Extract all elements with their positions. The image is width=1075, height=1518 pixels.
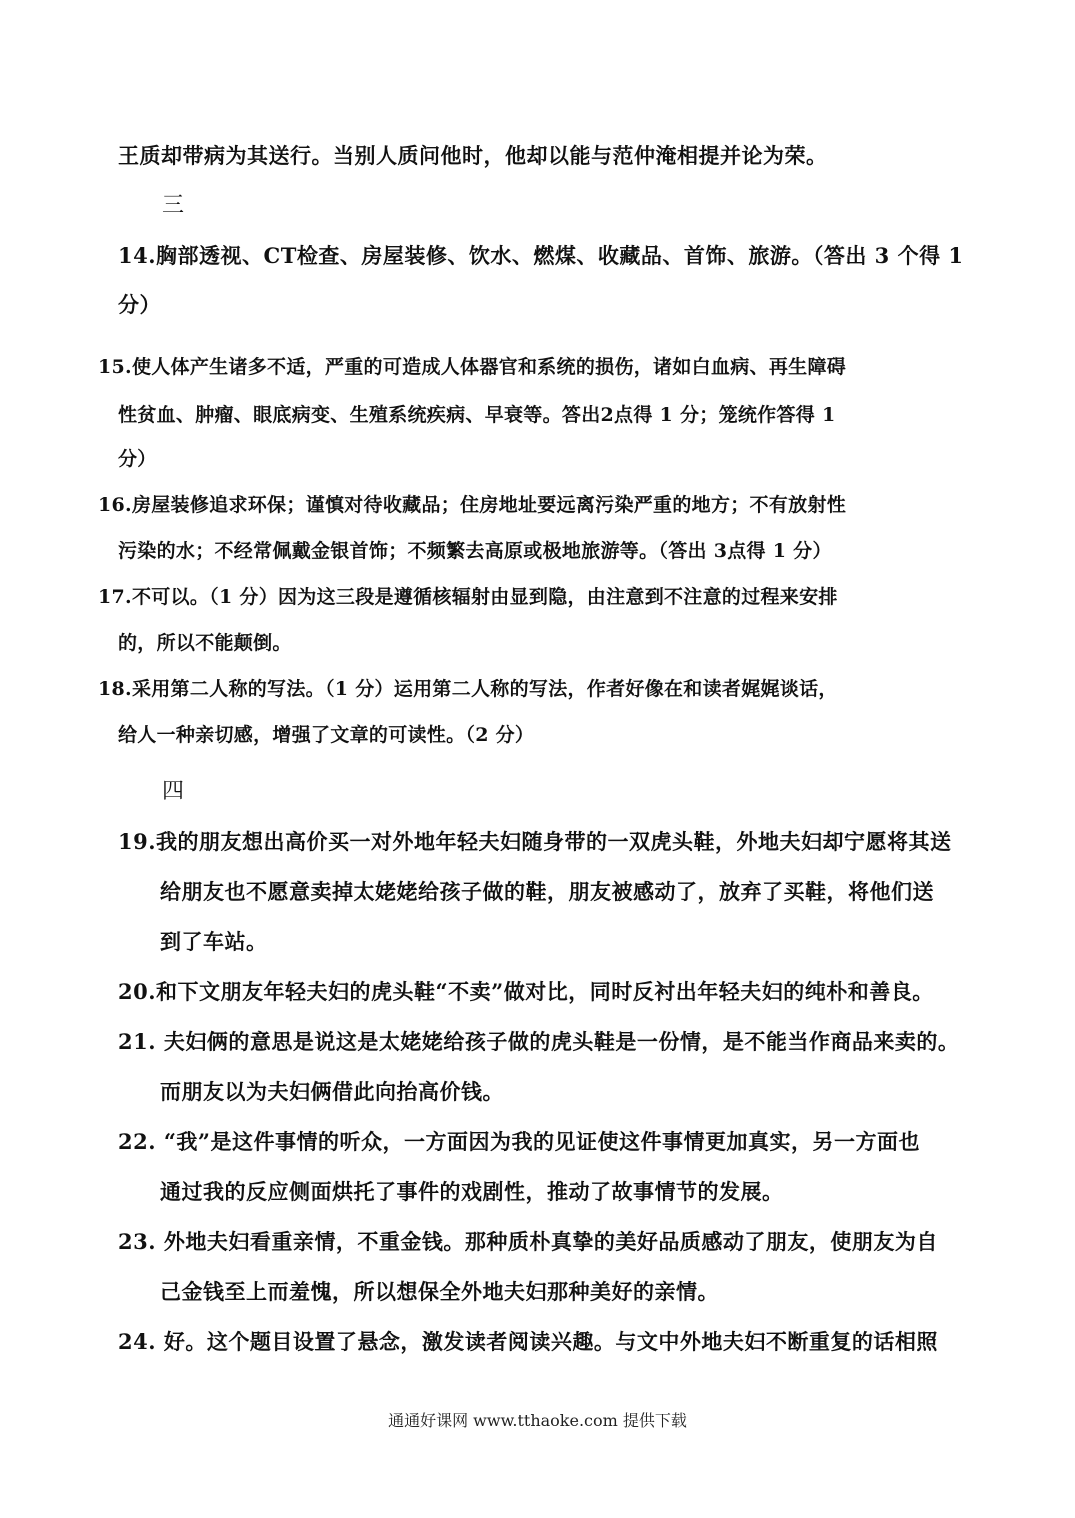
answer-15-line-2: 性贫血、肿瘤、眼底病变、生殖系统疾病、早衰等。答出2点得 1 分；笼统作答得 1: [118, 404, 836, 426]
answer-23-line-1: 23. 外地夫妇看重亲情，不重金钱。那种质朴真挚的美好品质感动了朋友，使朋友为自: [118, 1229, 938, 1254]
answer-20-line-1: 20.和下文朋友年轻夫妇的虎头鞋“不卖”做对比，同时反衬出年轻夫妇的纯朴和善良。: [118, 979, 934, 1004]
section-heading-4: 四: [162, 779, 185, 804]
answer-14-line-1: 14.胸部透视、CT检查、房屋装修、饮水、燃煤、收藏品、首饰、旅游。（答出 3 个得 1: [118, 243, 964, 268]
answer-14-line-2: 分）: [118, 292, 161, 317]
answer-16-line-1: 16.房屋装修追求环保；谨慎对待收藏品；住房地址要远离污染严重的地方；不有放射性: [98, 494, 847, 516]
answer-21-line-1: 21. 夫妇俩的意思是说这是太姥姥给孩子做的虎头鞋是一份情，是不能当作商品来卖的。: [118, 1029, 960, 1054]
answer-16-line-2: 污染的水；不经常佩戴金银首饰；不频繁去高原或极地旅游等。（答出 3点得 1 分）: [118, 540, 832, 562]
answer-22-line-2: 通过我的反应侧面烘托了事件的戏剧性，推动了故事情节的发展。: [160, 1179, 784, 1204]
answer-17-line-2: 的，所以不能颠倒。: [118, 632, 292, 654]
answer-15-line-1: 15.使人体产生诸多不适，严重的可造成人体器官和系统的损伤，诸如白血病、再生障碍: [98, 356, 847, 378]
answer-19-line-2: 给朋友也不愿意卖掉太姥姥给孩子做的鞋，朋友被感动了，放弃了买鞋，将他们送: [160, 879, 934, 904]
answer-line-13-cont: 王质却带病为其送行。当别人质问他时，他却以能与范仲淹相提并论为荣。: [118, 143, 828, 168]
answer-21-line-2: 而朋友以为夫妇俩借此向抬高价钱。: [160, 1079, 504, 1104]
answer-18-line-1: 18.采用第二人称的写法。（1 分）运用第二人称的写法，作者好像在和读者娓娓谈话，: [98, 678, 838, 700]
answer-15-line-3: 分）: [118, 448, 157, 470]
section-heading-3: 三: [162, 193, 185, 218]
page-footer: 通通好课网 www.tthaoke.com 提供下载: [388, 1411, 687, 1430]
answer-19-line-3: 到了车站。: [160, 929, 268, 954]
answer-23-line-2: 己金钱至上而羞愧，所以想保全外地夫妇那种美好的亲情。: [160, 1279, 719, 1304]
answer-24-line-1: 24. 好。这个题目设置了悬念，激发读者阅读兴趣。与文中外地夫妇不断重复的话相照: [118, 1329, 938, 1354]
answer-18-line-2: 给人一种亲切感，增强了文章的可读性。（2 分）: [118, 724, 535, 746]
answer-22-line-1: 22. “我”是这件事情的听众，一方面因为我的见证使这件事情更加真实，另一方面也: [118, 1129, 921, 1154]
answer-19-line-1: 19.我的朋友想出高价买一对外地年轻夫妇随身带的一双虎头鞋，外地夫妇却宁愿将其送: [118, 829, 952, 854]
answer-17-line-1: 17.不可以。（1 分）因为这三段是遵循核辐射由显到隐，由注意到不注意的过程来安排: [98, 586, 838, 608]
